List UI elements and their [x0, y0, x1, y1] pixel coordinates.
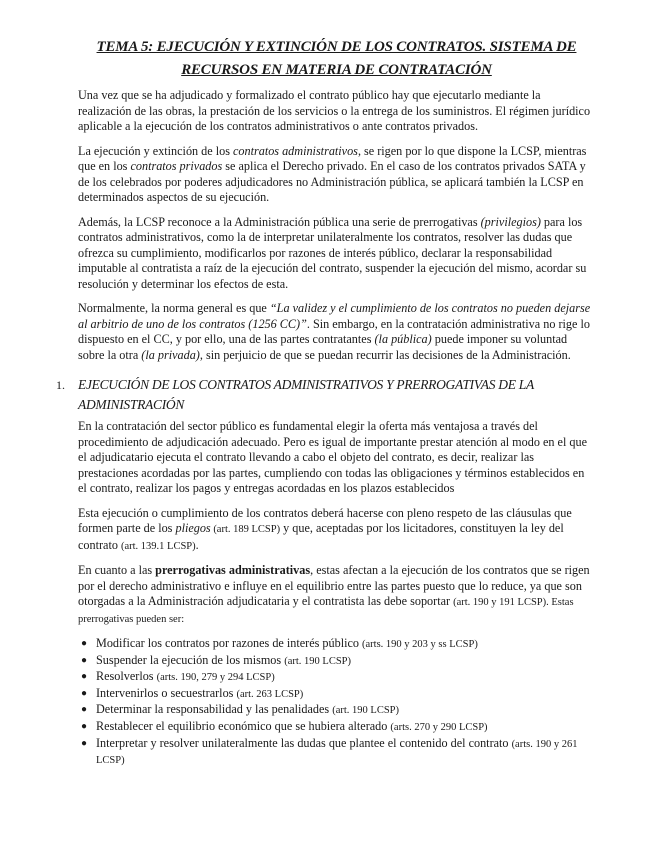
bullet-icon: ●: [81, 671, 88, 683]
prerogatives-list: [78, 636, 595, 769]
document-title: TEMA 5: EJECUCIÓN Y EXTINCIÓN DE LOS CONTRATOS. SISTEMA DE RECURSOS EN MATERIA DE CONTRATACIÓN: [96, 39, 577, 78]
section-title: EJECUCIÓN DE LOS CONTRATOS ADMINISTRATIVOS Y PRERROGATIVAS DE LA ADMINISTRACIÓN: [78, 377, 534, 412]
list-item: ● Modificar los contratos por razones de interés público (arts. 190 y 203 y ss LCSP): [81, 636, 478, 650]
bullet-icon: ●: [81, 687, 88, 699]
list-item: ● Interpretar y resolver unilateralmente las dudas que plantee el contenido del contrato (arts. 190 y 261 LCSP): [81, 735, 578, 767]
section-number: 1.: [56, 378, 65, 392]
paragraph-5: En la contratación del sector público es fundamental elegir la oferta más ventajosa a través del procedimiento de adjudicación adecuado. Pero es igual de importante prestar atención al modo en el que el adjudicatario ejecuta el contrato llevando a cabo el objeto del contrato, es decir, realizar las prestaciones acordadas por las partes, cumpliendo con todas las obligaciones y términos establecidos en el contrato, realizar los pagos y entregas acordadas en los plazos establecidos: [78, 419, 587, 495]
section-heading: [56, 375, 595, 415]
paragraph-6: Esta ejecución o cumplimiento de los contratos deberá hacerse con pleno respeto de las cláusulas que formen parte de los pliegos (art. 189 LCSP) y que, aceptadas por los licitadores, constituyen la ley del contrato (art. 139.1 LCSP).: [78, 505, 572, 552]
bullet-icon: ●: [81, 704, 88, 716]
intro-paragraph: Una vez que se ha adjudicado y formalizado el contrato público hay que ejecutarlo mediante la realización de las obras, la prestación de los servicios o la entrega de los suministros. El régimen jurídico aplicable a la ejecución de los contratos administrativos o ante contratos privados.: [78, 88, 591, 133]
paragraph-3: Además, la LCSP reconoce a la Administración pública una serie de prerrogativas (privilegios) para los contratos administrativos, como la de interpretar unilateralmente los contratos, resolver las dudas que ofrezca su cumplimiento, modificarlos por razones de interés público, declarar la responsabilidad imputable al contratista a raíz de la ejecución del contrato, suspender la ejecución del mismo, acordar su resolución y determinar los efectos de esta.: [78, 214, 587, 291]
list-item: ● Determinar la responsabilidad y las penalidades (art. 190 LCSP): [81, 702, 400, 717]
list-item: ● Intervenirlos o secuestrarlos (art. 263 LCSP): [81, 685, 304, 700]
list-item: ● Restablecer el equilibrio económico que se hubiera alterado (arts. 270 y 290 LCSP): [81, 718, 488, 733]
bullet-icon: ●: [81, 654, 88, 666]
bullet-icon: ●: [81, 737, 88, 749]
bullet-icon: ●: [81, 720, 88, 732]
paragraph-2: La ejecución y extinción de los contratos administrativos, se rigen por lo que dispone la LCSP, mientras que en los contratos privados se aplica el Derecho privado. En el caso de los contratos privados SATA y de los celebrados por poderes adjudicadores no Administración pública, se aplicará también la LCSP en determinados aspectos de su ejecución.: [78, 143, 587, 204]
paragraph-7: En cuanto a las prerrogativas administrativas, estas afectan a la ejecución de los contratos que se rigen por el derecho administrativo e influye en el equilibrio entre las partes puesto que lo reduce, ya que son otorgadas a la Administración adjudicataria y el contratista las debe soportar (art. 190 y 191 LCSP). Estas prerrogativas pueden ser:: [78, 563, 590, 625]
paragraph-4: Normalmente, la norma general es que “La validez y el cumplimiento de los contratos no pueden dejarse al arbitrio de uno de los contratos (1256 CC)”. Sin embargo, en la contratación administrativa no rige lo dispuesto en el CC, y por ello, una de las partes contratantes (la pública) puede imponer su voluntad sobre la otra (la privada), sin perjuicio de que se puedan recurrir las decisiones de la Administración.: [78, 301, 591, 362]
list-item: ● Suspender la ejecución de los mismos (art. 190 LCSP): [81, 652, 351, 667]
bullet-icon: ●: [81, 638, 88, 649]
list-item: ● Resolverlos (arts. 190, 279 y 294 LCSP): [81, 669, 275, 684]
